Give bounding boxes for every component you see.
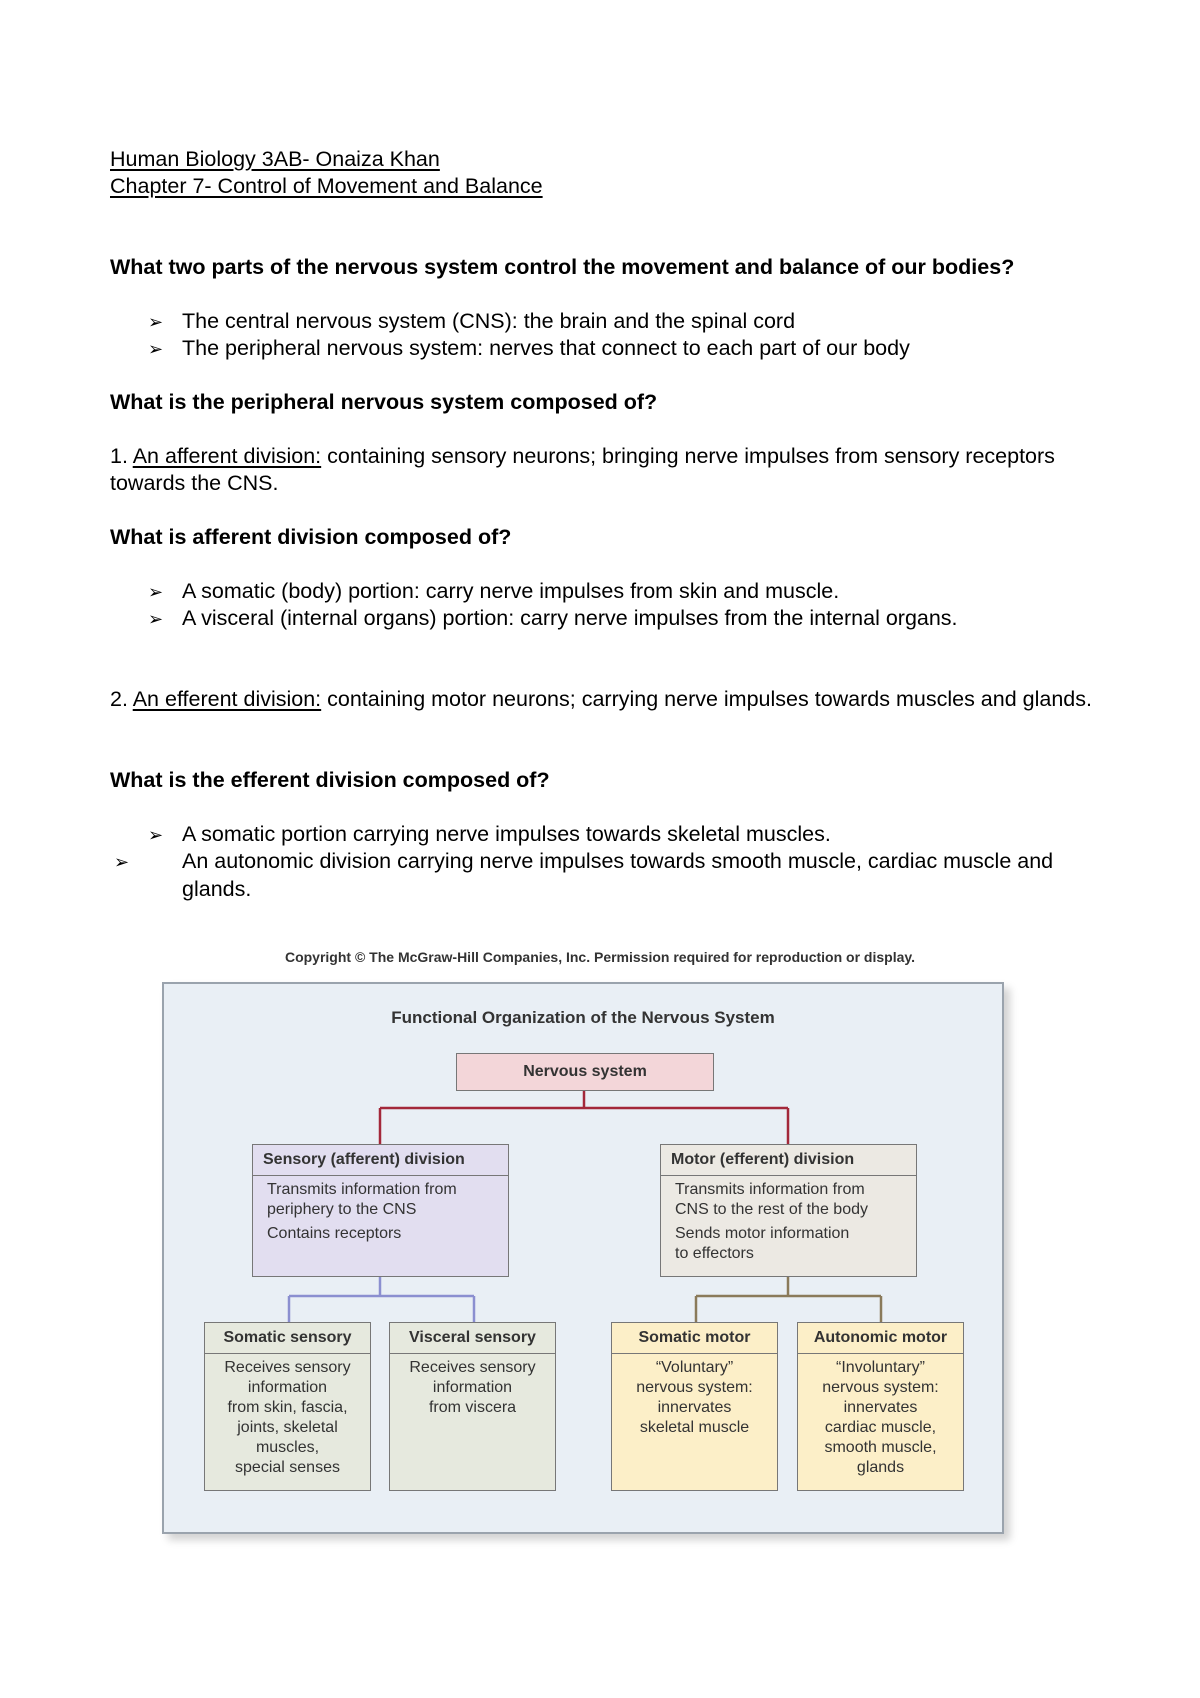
autonomic-motor-title: Autonomic motor xyxy=(798,1323,963,1354)
sensory-division-box: Sensory (afferent) division Transmits information from periphery to the CNS Contains receptors xyxy=(252,1144,509,1277)
list-item: ➢ A visceral (internal organs) portion: carry nerve impulses from the internal organs. xyxy=(148,605,958,633)
list-item: ➢ A somatic portion carrying nerve impulses towards skeletal muscles. xyxy=(148,821,831,849)
nervous-system-box: Nervous system xyxy=(456,1053,714,1091)
arrow-bullet-icon: ➢ xyxy=(114,852,130,872)
list-item: ➢ A somatic (body) portion: carry nerve impulses from skin and muscle. xyxy=(148,578,839,606)
list-item: ➢ The peripheral nervous system: nerves that connect to each part of our body xyxy=(148,335,910,363)
arrow-bullet-icon: ➢ xyxy=(148,609,164,629)
list-item: ➢ The central nervous system (CNS): the brain and the spinal cord xyxy=(148,308,795,336)
paragraph-afferent: 1. An afferent division: containing sensory neurons; bringing nerve impulses from sensory receptors towards the CNS. xyxy=(110,444,1055,495)
sensory-division-title: Sensory (afferent) division xyxy=(253,1145,508,1176)
document-title: Human Biology 3AB- Onaiza Khan xyxy=(110,147,440,171)
question-4: What is the efferent division composed of? xyxy=(110,768,550,792)
arrow-bullet-icon: ➢ xyxy=(148,582,164,602)
visceral-sensory-box: Visceral sensory Receives sensory information from viscera xyxy=(389,1322,556,1491)
arrow-bullet-icon: ➢ xyxy=(148,312,164,332)
somatic-motor-box: Somatic motor “Voluntary” nervous system: innervates skeletal muscle xyxy=(611,1322,778,1491)
question-2: What is the peripheral nervous system composed of? xyxy=(110,390,658,414)
question-1: What two parts of the nervous system control the movement and balance of our bodies? xyxy=(110,255,1015,279)
term-efferent: An efferent division: xyxy=(132,687,322,711)
somatic-motor-title: Somatic motor xyxy=(612,1323,777,1354)
somatic-sensory-box: Somatic sensory Receives sensory information from skin, fascia, joints, skeletal muscles, special senses xyxy=(204,1322,371,1491)
list-item: ➢ An autonomic division carrying nerve impulses towards smooth muscle, cardiac muscle and glands. xyxy=(114,849,1054,901)
arrow-bullet-icon: ➢ xyxy=(148,339,164,359)
paragraph-efferent: 2. An efferent division: containing motor neurons; carrying nerve impulses towards muscles and glands. xyxy=(110,687,1092,711)
figure-copyright: Copyright © The McGraw-Hill Companies, Inc. Permission required for reproduction or display. xyxy=(284,949,916,965)
nervous-system-diagram xyxy=(162,982,1004,1534)
term-afferent: An afferent division: xyxy=(132,444,322,468)
somatic-sensory-title: Somatic sensory xyxy=(205,1323,370,1354)
visceral-sensory-title: Visceral sensory xyxy=(390,1323,555,1354)
arrow-bullet-icon: ➢ xyxy=(148,825,164,845)
chapter-title: Chapter 7- Control of Movement and Balance xyxy=(110,174,543,198)
motor-division-title: Motor (efferent) division xyxy=(661,1145,916,1176)
figure-title: Functional Organization of the Nervous System xyxy=(391,1008,775,1027)
motor-division-box: Motor (efferent) division Transmits information from CNS to the rest of the body Sends motor information to effectors xyxy=(660,1144,917,1277)
question-3: What is afferent division composed of? xyxy=(110,525,512,549)
autonomic-motor-box: Autonomic motor “Involuntary” nervous system: innervates cardiac muscle, smooth muscle, glands xyxy=(797,1322,964,1491)
